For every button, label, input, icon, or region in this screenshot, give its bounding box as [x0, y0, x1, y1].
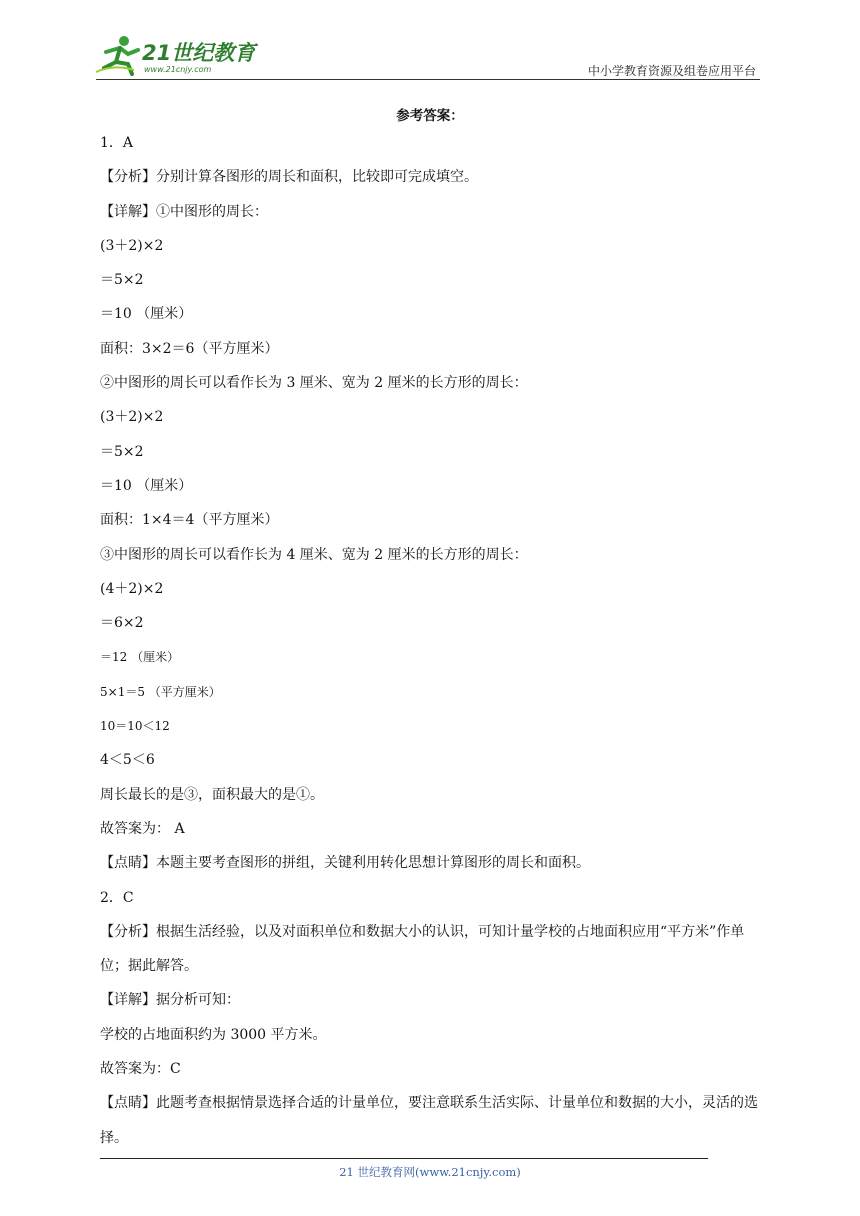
text-line: ②中图形的周长可以看作长为 3 厘米、宽为 2 厘米的长方形的周长：	[100, 375, 528, 392]
logo-text: 21世纪教育	[142, 41, 256, 65]
text-line: (3＋2)×2	[100, 237, 164, 254]
text-line: 故答案为： A	[100, 820, 185, 837]
text-line: 故答案为：C	[100, 1061, 181, 1078]
platform-name: 中小学教育资源及组卷应用平台	[587, 64, 756, 78]
text-line: 周长最长的是③，面积最大的是①。	[100, 786, 324, 803]
answer-content	[100, 126, 764, 1155]
header-divider	[96, 79, 760, 80]
text-line: (3＋2)×2	[100, 409, 164, 426]
footer-divider	[100, 1158, 708, 1159]
text-line: 2．C	[100, 889, 134, 906]
runner-icon	[96, 36, 138, 74]
text-line: 【分析】分别计算各图形的周长和面积，比较即可完成填空。	[100, 169, 478, 186]
logo-21cnjy	[94, 34, 264, 76]
text-line: 10＝10＜12	[100, 719, 170, 734]
text-line: 面积：1×4＝4（平方厘米）	[100, 512, 279, 529]
text-line: 学校的占地面积约为 3000 平方米。	[100, 1026, 327, 1043]
text-line: 【点睛】本题主要考查图形的拼组，关键利用转化思想计算图形的周长和面积。	[100, 855, 590, 872]
text-line: ＝5×2	[100, 272, 144, 289]
text-line: 【分析】根据生活经验，以及对面积单位和数据大小的认识，可知计量学校的占地面积应用“平方米”作单位；据此解答。	[100, 923, 745, 975]
text-line: ＝12 （厘米）	[100, 650, 180, 665]
text-line: ＝10 （厘米）	[100, 306, 193, 323]
logo-url: www.21cnjy.com	[144, 65, 212, 74]
text-line: 1．A	[100, 135, 134, 151]
text-line: 4＜5＜6	[100, 752, 155, 769]
text-line: 【详解】据分析可知：	[100, 992, 240, 1009]
text-line: ＝5×2	[100, 443, 144, 460]
text-line: ＝10 （厘米）	[100, 477, 193, 494]
text-line: 【详解】①中图形的周长：	[100, 203, 268, 220]
page-header	[0, 0, 860, 80]
text-line: 面积：3×2＝6（平方厘米）	[100, 340, 279, 357]
text-line: 【点睛】此题考查根据情景选择合适的计量单位，要注意联系生活实际、计量单位和数据的大小，灵活的选择。	[100, 1095, 758, 1146]
text-line: (4＋2)×2	[100, 580, 164, 597]
footer-source: 21 世纪教育网(www.21cnjy.com)	[339, 1165, 521, 1179]
text-line: 5×1＝5 （平方厘米）	[100, 684, 221, 699]
page-title: 参考答案：	[396, 108, 464, 124]
text-line: ＝6×2	[100, 615, 144, 632]
text-line: ③中图形的周长可以看作长为 4 厘米、宽为 2 厘米的长方形的周长：	[100, 546, 528, 563]
